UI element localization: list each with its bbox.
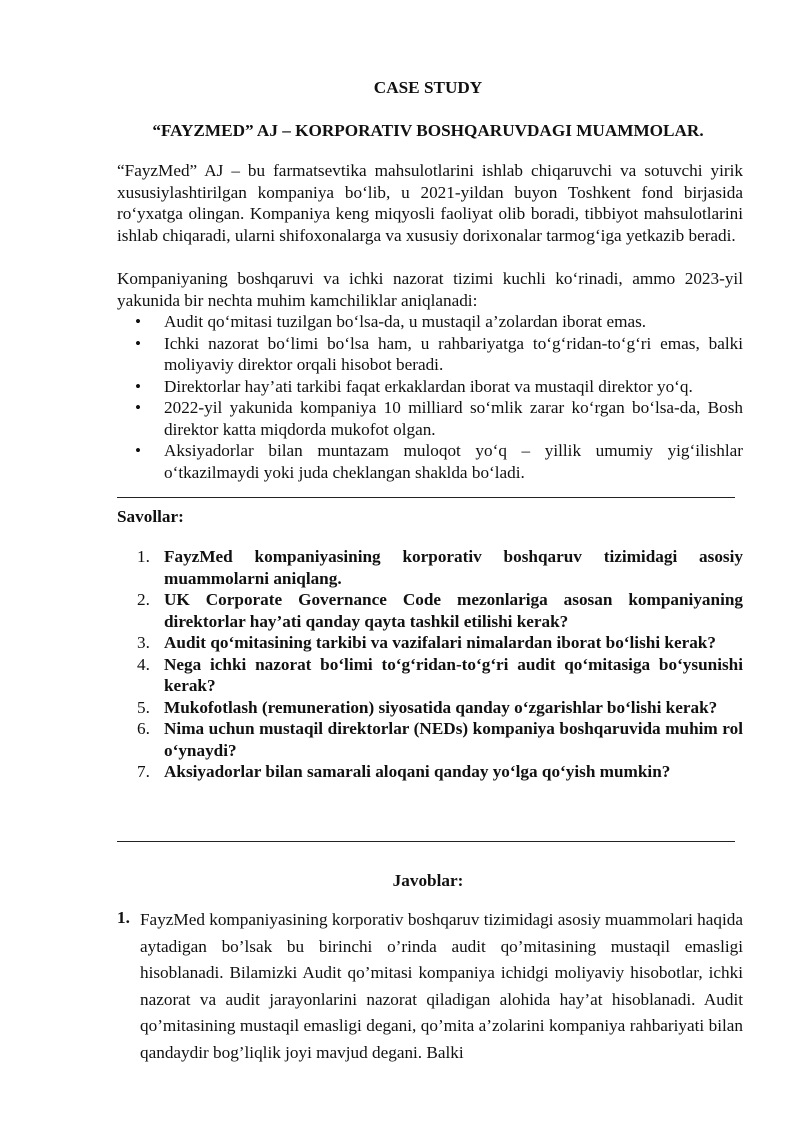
answer-number: 1.	[117, 908, 130, 927]
intro-paragraph: Kompaniyaning boshqaruvi va ichki nazorat tizimi kuchli ko‘rinadi, ammo 2023-yil yakunida bir nechta muhim kamchiliklar aniqlanadi:	[117, 269, 743, 310]
answer-text: FayzMed kompaniyasining korporativ boshqaruv tizimidagi asosiy muammolari haqida aytadigan bo’lsak bu birinchi o’rinda audit qo’mitasining mustaqil emasligi hisoblanadi. Bilamizki Audit qo’mitasi kompaniya ichidgi moliyaviy hisobotlar, ichki nazorat va audit jarayonlarini nazorat qiladigan alohida hay’at hisoblanadi. Audit qo’mitasining mustaqil emasligi degani, qo’mita a’zolarini kompaniya rahbariyati bilan qandaydir bog’liqlik joyi mavjud degani. Balki	[140, 910, 743, 1062]
list-item	[117, 589, 743, 632]
document-title: “FAYZMED” AJ – KORPORATIV BOSHQARUVDAGI MUAMMOLAR.	[152, 121, 704, 140]
list-item	[117, 546, 743, 589]
question-text: FayzMed kompaniyasining korporativ boshqaruv tizimidagi asosiy muammolarni aniqlang.	[164, 547, 743, 588]
list-item: • Ichki nazorat bo‘limi bo‘lsa ham, u rahbariyatga to‘g‘ridan-to‘g‘ri emas, balki moliyaviy direktor orqali hisobot beradi.	[117, 333, 743, 376]
answers-heading: Javoblar:	[392, 871, 464, 890]
question-text: Aksiyadorlar bilan samarali aloqani qanday yo‘lga qo‘yish mumkin?	[164, 762, 671, 781]
case-study-label: CASE STUDY	[373, 78, 483, 97]
question-number: 4.	[137, 654, 150, 674]
question-text: Nega ichki nazorat bo‘limi to‘g‘ridan-to‘g‘ri audit qo‘mitasiga bo‘ysunishi kerak?	[164, 654, 743, 695]
questions-heading: Savollar:	[117, 507, 184, 526]
divider	[117, 841, 735, 842]
divider	[117, 497, 735, 498]
list-item	[117, 697, 743, 719]
question-text: Mukofotlash (remuneration) siyosatida qanday o‘zgarishlar bo‘lishi kerak?	[164, 697, 718, 717]
question-text: Nima uchun mustaqil direktorlar (NEDs) kompaniya boshqaruvida muhim rol o‘ynaydi?	[164, 719, 743, 760]
list-item: • Direktorlar hay’ati tarkibi faqat erkaklardan iborat va mustaqil direktor yo‘q.	[117, 376, 743, 398]
issues-list	[117, 311, 743, 483]
list-item	[117, 761, 743, 783]
list-item	[117, 654, 743, 697]
list-item	[117, 632, 743, 654]
list-item	[117, 718, 743, 761]
intro-paragraph: “FayzMed” AJ – bu farmatsevtika mahsulotlarini ishlab chiqaruvchi va sotuvchi yirik xususiylashtirilgan kompaniya bo‘lib, u 2021-yildan buyon Toshkent fond birjasida ro‘yxatga olingan. Kompaniya keng miqyosli faoliyat olib boradi, tibbiyot mahsulotlarini ishlab chiqaradi, ularni shifoxonalarga va xususiy dorixonalar tarmog‘iga yetkazib beradi.	[117, 161, 743, 245]
list-item: • Aksiyadorlar bilan muntazam muloqot yo‘q – yillik umumiy yig‘ilishlar o‘tkazilmaydi yoki juda cheklangan shaklda bo‘ladi.	[117, 440, 743, 483]
question-number: 3.	[137, 633, 150, 652]
question-number: 1.	[137, 547, 150, 566]
question-number: 7.	[137, 762, 150, 781]
question-text: UK Corporate Governance Code mezonlariga asosan kompaniyaning direktorlar hay’ati qanday qayta tashkil etilishi kerak?	[164, 590, 743, 631]
list-item: • 2022-yil yakunida kompaniya 10 milliard so‘mlik zarar ko‘rgan bo‘lsa-da, Bosh direktor katta miqdorda mukofot olgan.	[117, 397, 743, 440]
question-number: 5.	[137, 697, 150, 717]
question-number: 2.	[137, 590, 150, 609]
list-item: • Audit qo‘mitasi tuzilgan bo‘lsa-da, u mustaqil a’zolardan iborat emas.	[117, 311, 743, 333]
answer-1	[117, 907, 743, 1066]
question-text: Audit qo‘mitasining tarkibi va vazifalari nimalardan iborat bo‘lishi kerak?	[164, 633, 716, 652]
question-number: 6.	[137, 719, 150, 738]
questions-list	[117, 546, 743, 783]
